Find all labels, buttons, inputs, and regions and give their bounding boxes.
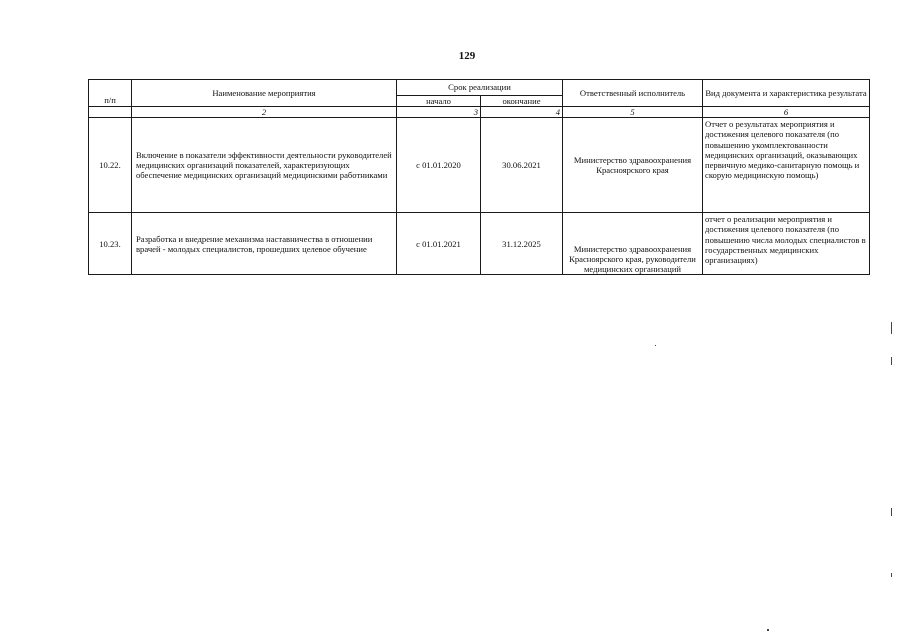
row-end-date: 30.06.2021 — [481, 118, 563, 213]
header-pn: п/п — [89, 80, 132, 107]
column-number-row — [89, 107, 870, 118]
column-number: 6 — [703, 107, 870, 118]
page-number: 129 — [458, 50, 476, 62]
row-document: Отчет о результатах мероприятия и достижения целевого показателя (по повышению укомплектованности медицинских организаций, оказывающих первичную медико-санитарную помощь и скорую медицинскую помощь) — [703, 118, 870, 213]
column-number: 3 — [397, 107, 481, 118]
header-executor: Ответственный исполнитель — [563, 80, 703, 107]
header-document: Вид документа и характеристика результата — [703, 80, 870, 107]
column-number: 5 — [563, 107, 703, 118]
row-document: отчет о реализации мероприятия и достижения целевого показателя (по повышению числа молодых специалистов в государственных медицинских организациях) — [703, 213, 870, 275]
column-number-blank — [89, 107, 132, 118]
header-row-1 — [89, 80, 870, 96]
header-period: Срок реализации — [397, 80, 563, 96]
row-start-date: с 01.01.2020 — [397, 118, 481, 213]
scan-artifact — [655, 345, 656, 346]
measures-table — [88, 79, 870, 275]
row-start-date: с 01.01.2021 — [397, 213, 481, 275]
row-number: 10.22. — [89, 118, 132, 213]
scan-artifact — [891, 573, 892, 577]
row-number: 10.23. — [89, 213, 132, 275]
row-end-date: 31.12.2025 — [481, 213, 563, 275]
row-executor: Министерство здравоохранения Красноярского края — [563, 118, 703, 213]
scan-artifact — [891, 322, 892, 334]
header-start: начало — [397, 96, 481, 107]
scan-artifact — [891, 508, 892, 516]
column-number: 4 — [481, 107, 563, 118]
header-name: Наименование мероприятия — [132, 80, 397, 107]
row-executor: Министерство здравоохранения Красноярского края, руководители медицинских организаций — [563, 213, 703, 275]
scan-artifact — [767, 629, 769, 631]
table-row — [89, 213, 870, 275]
table-row — [89, 118, 870, 213]
row-measure-name: Включение в показатели эффективности деятельности руководителей медицинских организаций показателей, характеризующих обеспечение медицинских организаций медицинскими работниками — [132, 118, 397, 213]
header-end: окончание — [481, 96, 563, 107]
column-number: 2 — [132, 107, 397, 118]
row-measure-name: Разработка и внедрение механизма наставничества в отношении врачей - молодых специалистов, прошедших целевое обучение — [132, 213, 397, 275]
scan-artifact — [891, 357, 892, 365]
